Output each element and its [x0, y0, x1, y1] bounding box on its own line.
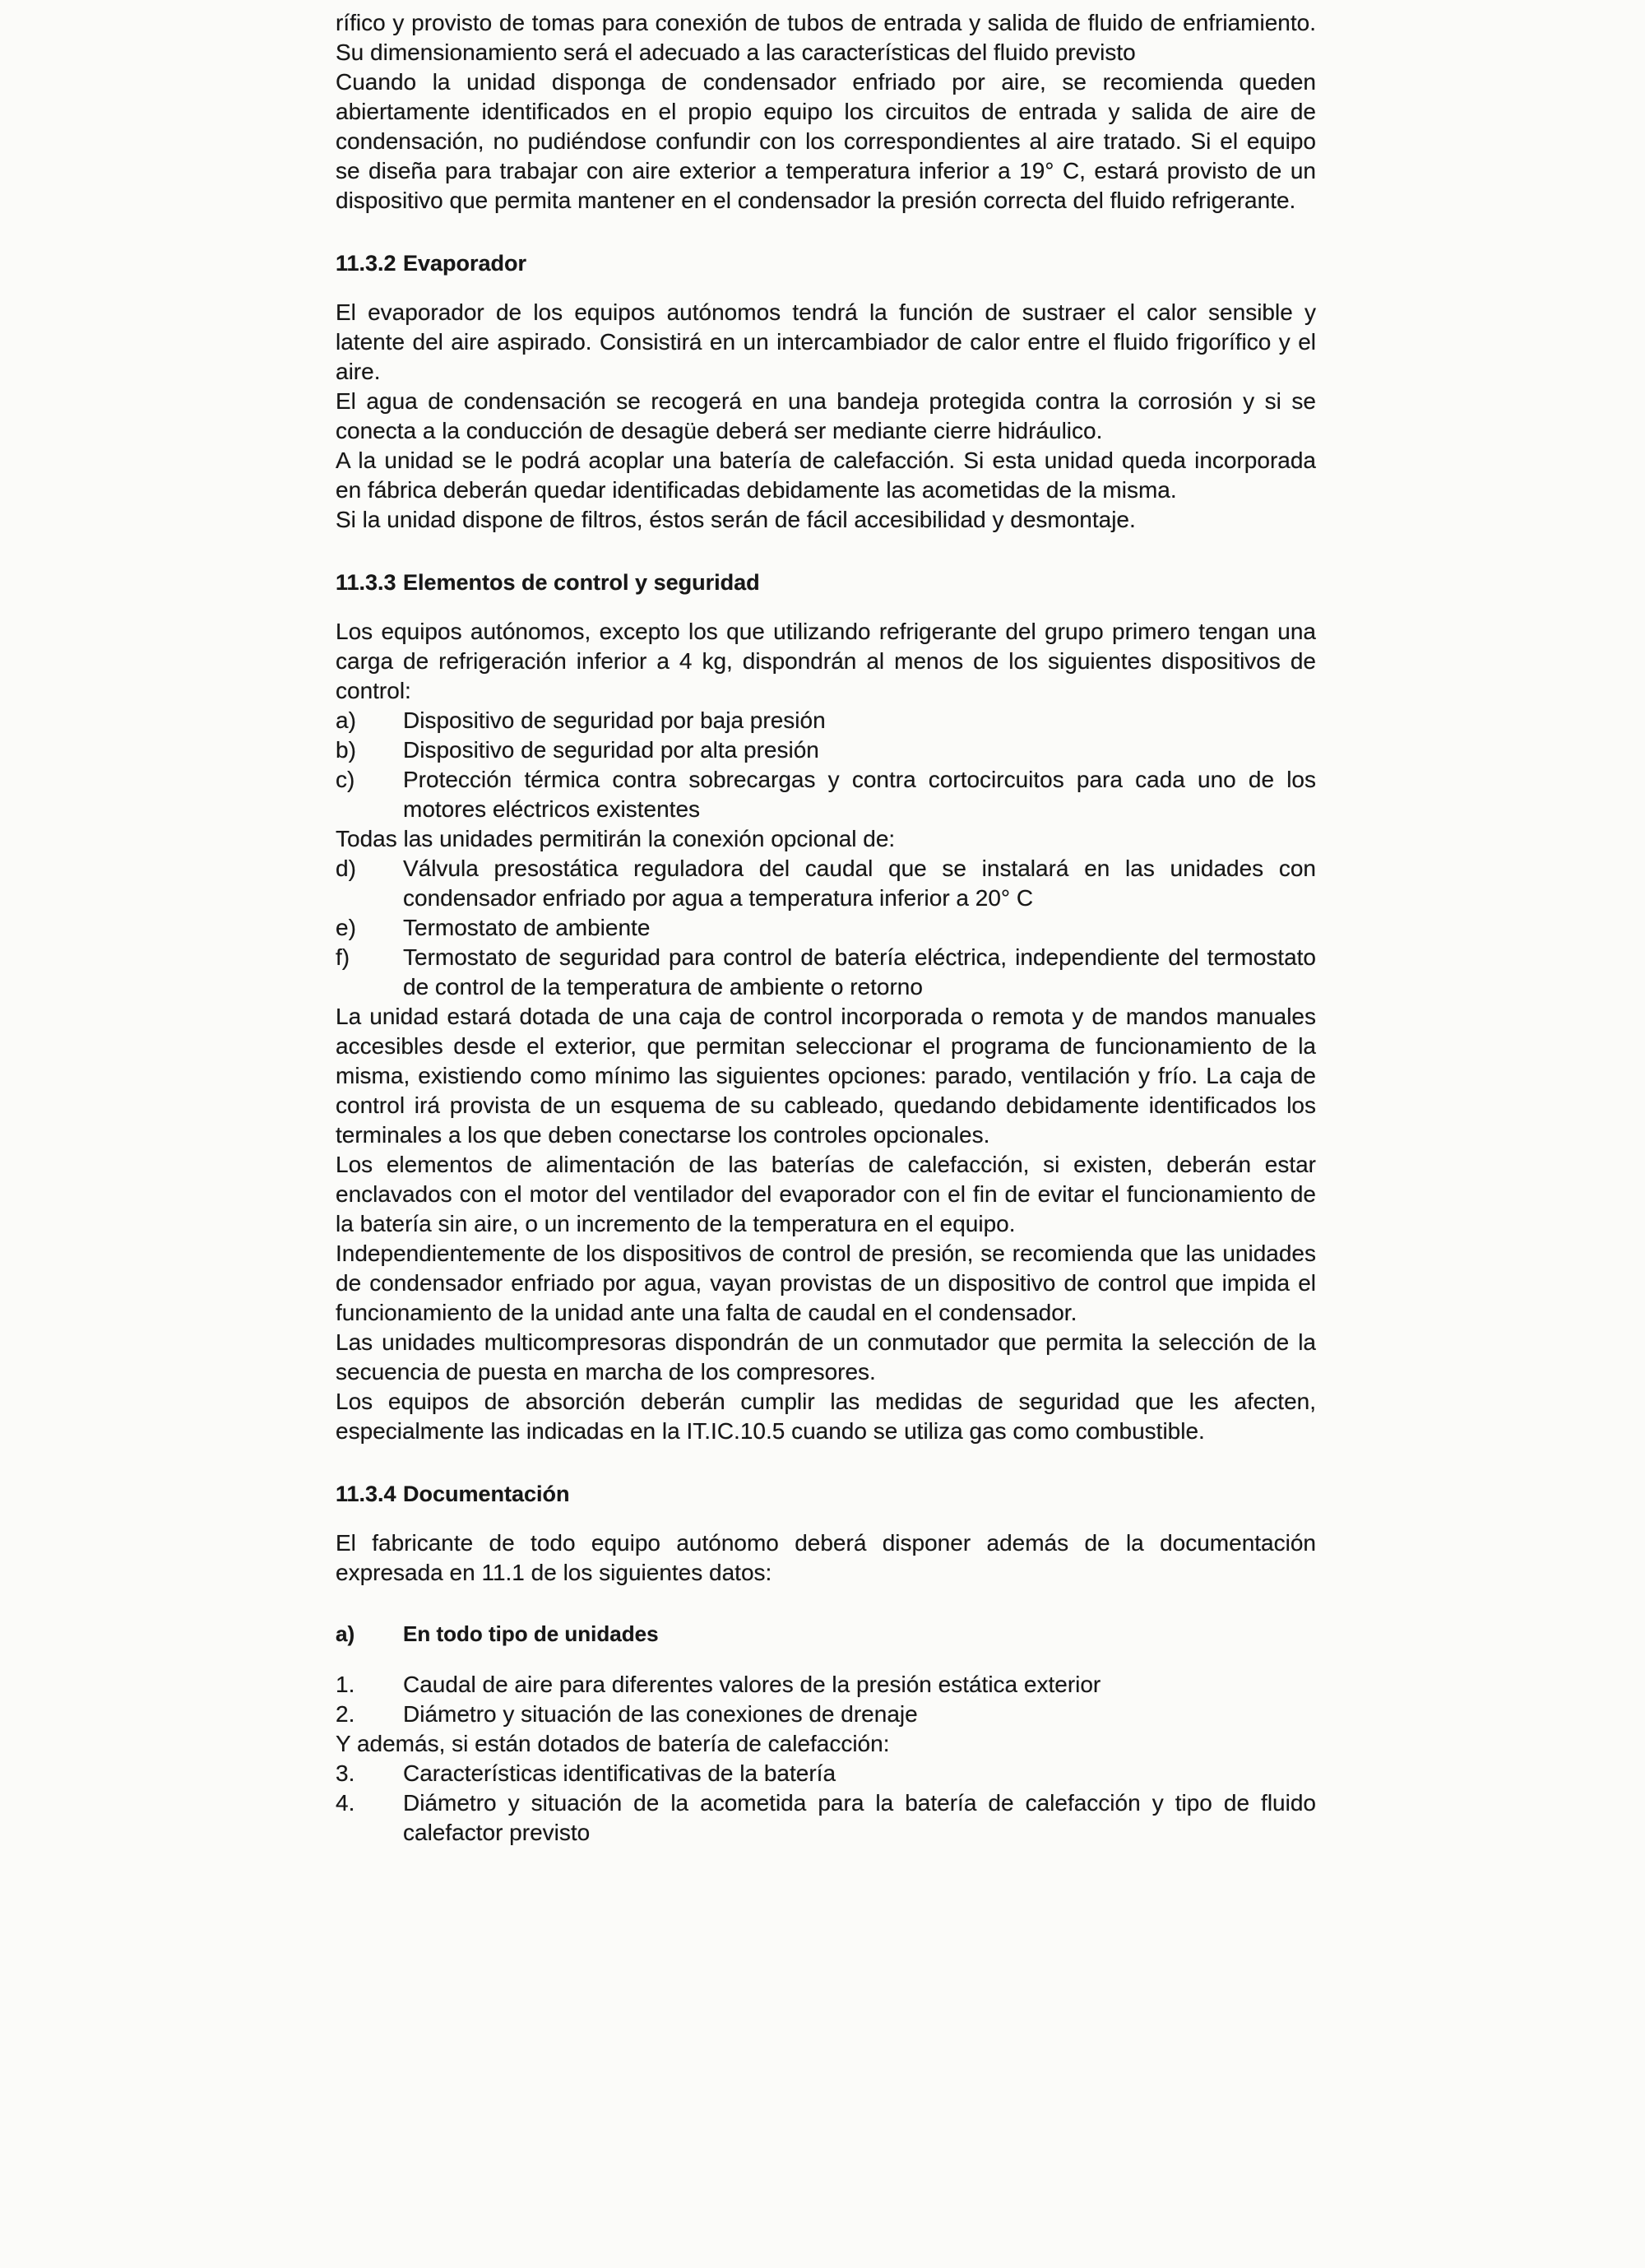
body-paragraph: Los equipos autónomos, excepto los que utilizando refrigerante del grupo primero tengan una carga de refrigeración inferior a 4 kg, dispondrán al menos de los siguientes dispositivos de control: — [336, 619, 1316, 703]
lead-paragraph-2: Cuando la unidad disponga de condensador enfriado por aire, se recomienda queden abiertamente identificados en el propio equipo los circuitos de entrada y salida de aire de condensación, no pudiéndose confundir con los correspondientes al aire tratado. Si el equipo se diseña para trabajar con aire exterior a temperatura inferior a 19° C, estará provisto de un dispositivo que permita mantener en el condensador la presión correcta del fluido refrigerante. — [336, 69, 1316, 213]
section-title: Elementos de control y seguridad — [403, 570, 760, 595]
list-marker: e) — [336, 915, 356, 940]
subsection-marker: a) — [336, 1621, 355, 1646]
body-paragraph: Y además, si están dotados de batería de calefacción: — [336, 1731, 890, 1756]
section-number: 11.3.4 — [336, 1482, 396, 1506]
body-paragraph: El agua de condensación se recogerá en una bandeja protegida contra la corrosión y si se conecta a la conducción de desagüe deberá ser mediante cierre hidráulico. — [336, 388, 1316, 443]
list-item-text: Dispositivo de seguridad por alta presión — [403, 737, 819, 763]
body-paragraph: El fabricante de todo equipo autónomo deberá disponer además de la documentación expresada en 11.1 de los siguientes datos: — [336, 1530, 1316, 1585]
lead-paragraph-1: rífico y provisto de tomas para conexión de tubos de entrada y salida de fluido de enfriamiento. Su dimensionamiento será el adecuado a las características del fluido previsto — [336, 10, 1316, 65]
list-item-text: Válvula presostática reguladora del caudal que se instalará en las unidades con condensador enfriado por agua a temperatura inferior a 20° C — [403, 856, 1316, 911]
control-item-b — [336, 735, 1316, 765]
section-heading-control — [336, 568, 1316, 597]
body-paragraph: Independientemente de los dispositivos de control de presión, se recomienda que las unidades de condensador enfriado por agua, vayan provistas de un dispositivo de control que impida el funcionamiento de la unidad ante una falta de caudal en el condensador. — [336, 1241, 1316, 1325]
body-paragraph: Las unidades multicompresoras dispondrán de un conmutador que permita la selección de la secuencia de puesta en marcha de los compresores. — [336, 1329, 1316, 1384]
list-marker: f) — [336, 944, 350, 970]
body-paragraph: Todas las unidades permitirán la conexión opcional de: — [336, 826, 896, 851]
section-number: 11.3.3 — [336, 570, 396, 595]
control-item-e — [336, 913, 1316, 943]
list-marker: b) — [336, 737, 356, 763]
list-item-text: Diámetro y situación de las conexiones de drenaje — [403, 1701, 918, 1727]
doc-item-1 — [336, 1670, 1316, 1700]
body-paragraph: Los equipos de absorción deberán cumplir las medidas de seguridad que les afecten, especialmente las indicadas en la IT.IC.10.5 cuando se utiliza gas como combustible. — [336, 1389, 1316, 1444]
control-item-a — [336, 706, 1316, 735]
subsection-heading-a — [336, 1619, 1316, 1649]
list-item-text: Características identificativas de la batería — [403, 1760, 836, 1786]
body-paragraph: El evaporador de los equipos autónomos tendrá la función de sustraer el calor sensible y latente del aire aspirado. Consistirá en un intercambiador de calor entre el fluido frigorífico y el aire. — [336, 299, 1316, 384]
list-marker: a) — [336, 707, 356, 733]
body-paragraph: La unidad estará dotada de una caja de control incorporada o remota y de mandos manuales accesibles desde el exterior, que permitan seleccionar el programa de funcionamiento de la misma, existiendo como mínimo las siguientes opciones: parado, ventilación y frío. La caja de control irá provista de un esquema de su cableado, quedando debidamente identificados los terminales a los que deben conectarse los controles opcionales. — [336, 1004, 1316, 1148]
list-marker: 3. — [336, 1760, 355, 1786]
section-heading-evaporador — [336, 248, 1316, 278]
list-marker: 2. — [336, 1701, 355, 1727]
list-marker: 4. — [336, 1790, 355, 1816]
list-item-text: Dispositivo de seguridad por baja presión — [403, 707, 826, 733]
list-item-text: Caudal de aire para diferentes valores de la presión estática exterior — [403, 1672, 1101, 1697]
body-paragraph: Si la unidad dispone de filtros, éstos serán de fácil accesibilidad y desmontaje. — [336, 507, 1136, 532]
subsection-title: En todo tipo de unidades — [403, 1621, 659, 1646]
control-item-d — [336, 854, 1316, 913]
control-item-c — [336, 765, 1316, 824]
list-marker: 1. — [336, 1672, 355, 1697]
body-paragraph: A la unidad se le podrá acoplar una batería de calefacción. Si esta unidad queda incorporada en fábrica deberán quedar identificadas debidamente las acometidas de la misma. — [336, 448, 1316, 503]
section-heading-documentacion — [336, 1479, 1316, 1509]
list-marker: d) — [336, 856, 356, 881]
section-number: 11.3.2 — [336, 251, 396, 276]
doc-item-2 — [336, 1700, 1316, 1729]
list-marker: c) — [336, 767, 355, 792]
doc-item-4 — [336, 1788, 1316, 1848]
list-item-text: Termostato de ambiente — [403, 915, 651, 940]
doc-item-3 — [336, 1759, 1316, 1788]
list-item-text: Diámetro y situación de la acometida para la batería de calefacción y tipo de fluido calefactor previsto — [403, 1790, 1316, 1845]
section-title: Evaporador — [403, 251, 527, 276]
section-title: Documentación — [403, 1482, 570, 1506]
list-item-text: Termostato de seguridad para control de batería eléctrica, independiente del termostato de control de la temperatura de ambiente o retorno — [403, 944, 1316, 999]
list-item-text: Protección térmica contra sobrecargas y contra cortocircuitos para cada uno de los motores eléctricos existentes — [403, 767, 1316, 822]
body-paragraph: Los elementos de alimentación de las baterías de calefacción, si existen, deberán estar enclavados con el motor del ventilador del evaporador con el fin de evitar el funcionamiento de la batería sin aire, o un incremento de la temperatura en el equipo. — [336, 1152, 1316, 1236]
control-item-f — [336, 943, 1316, 1002]
document-page — [336, 8, 1316, 1848]
